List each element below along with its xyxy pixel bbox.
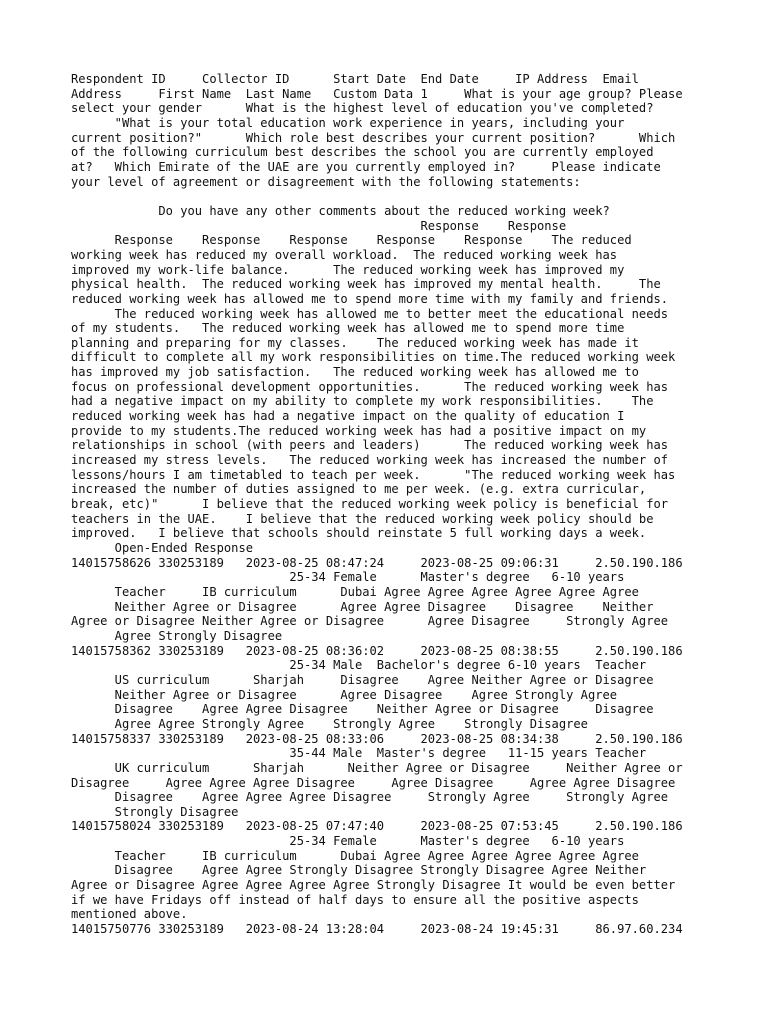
- doc-line: UK curriculum Sharjah Neither Agree or Disagree Neither Agree or: [71, 760, 683, 775]
- doc-line: 14015758337 330253189 2023-08-25 08:33:06 2023-08-25 08:34:38 2.50.190.186: [71, 731, 683, 746]
- doc-line: at? Which Emirate of the UAE are you currently employed in? Please indicate: [71, 159, 661, 174]
- doc-line: increased the number of duties assigned to me per week. (e.g. extra curricular,: [71, 482, 647, 497]
- doc-line: if we have Fridays off instead of half days to ensure all the positive aspects: [71, 892, 639, 907]
- doc-line: Response Response: [71, 218, 567, 233]
- doc-line: Disagree Agree Agree Strongly Disagree Strongly Disagree Agree Neither: [71, 863, 647, 878]
- doc-line: working week has reduced my overall workload. The reduced working week has: [71, 247, 618, 262]
- doc-line: improved. I believe that schools should reinstate 5 full working days a week.: [71, 526, 647, 541]
- doc-line: of the following curriculum best describes the school you are currently employed: [71, 145, 654, 160]
- doc-line-blank: [71, 189, 711, 204]
- doc-line: The reduced working week has allowed me to better meet the educational needs: [71, 306, 669, 321]
- doc-line: Disagree Agree Agree Disagree Neither Agree or Disagree Disagree: [71, 702, 654, 717]
- doc-line: Neither Agree or Disagree Agree Disagree Agree Strongly Agree: [71, 687, 618, 702]
- doc-line: Strongly Disagree: [71, 804, 239, 819]
- doc-line: relationships in school (with peers and leaders) The reduced working week has: [71, 438, 669, 453]
- doc-line: reduced working week has had a negative impact on the quality of education I: [71, 409, 625, 424]
- doc-line: Disagree Agree Agree Agree Disagree Strongly Agree Strongly Agree: [71, 790, 669, 805]
- doc-line: select your gender What is the highest level of education you've completed?: [71, 101, 654, 116]
- doc-line: your level of agreement or disagreement with the following statements:: [71, 174, 581, 189]
- survey-export-text: [71, 72, 711, 937]
- doc-line: 35-44 Male Master's degree 11-15 years Teacher: [71, 746, 647, 761]
- doc-line: Agree Agree Strongly Agree Strongly Agree Strongly Disagree: [71, 716, 588, 731]
- doc-line: Address First Name Last Name Custom Data 1 What is your age group? Please: [71, 86, 683, 101]
- doc-line: 25-34 Male Bachelor's degree 6-10 years Teacher: [71, 658, 647, 673]
- doc-line: increased my stress levels. The reduced working week has increased the number of: [71, 453, 669, 468]
- doc-line: 14015750776 330253189 2023-08-24 13:28:04 2023-08-24 19:45:31 86.97.60.234: [71, 922, 683, 937]
- doc-line: provide to my students.The reduced working week has had a positive impact on my: [71, 423, 647, 438]
- doc-line: Respondent ID Collector ID Start Date End Date IP Address Email: [71, 72, 639, 86]
- doc-line: has improved my job satisfaction. The reduced working week has allowed me to: [71, 365, 639, 380]
- doc-line: improved my work-life balance. The reduced working week has improved my: [71, 262, 625, 277]
- doc-line: Teacher IB curriculum Dubai Agree Agree Agree Agree Agree Agree: [71, 848, 639, 863]
- doc-line: had a negative impact on my ability to complete my work responsibilities. The: [71, 394, 654, 409]
- doc-line: Neither Agree or Disagree Agree Agree Disagree Disagree Neither: [71, 599, 654, 614]
- doc-line: difficult to complete all my work responsibilities on time.The reduced working week: [71, 350, 676, 365]
- doc-line: break, etc)" I believe that the reduced working week policy is beneficial for: [71, 497, 669, 512]
- doc-line: 14015758626 330253189 2023-08-25 08:47:24 2023-08-25 09:06:31 2.50.190.186: [71, 555, 683, 570]
- doc-line: Open-Ended Response: [71, 541, 254, 555]
- doc-line: Disagree Agree Agree Agree Disagree Agree Disagree Agree Agree Disagree: [71, 775, 676, 790]
- doc-line: Do you have any other comments about the reduced working week?: [71, 203, 610, 218]
- doc-line: lessons/hours I am timetabled to teach per week. "The reduced working week has: [71, 467, 676, 482]
- doc-line: 14015758362 330253189 2023-08-25 08:36:02 2023-08-25 08:38:55 2.50.190.186: [71, 643, 683, 658]
- doc-line: Teacher IB curriculum Dubai Agree Agree Agree Agree Agree Agree: [71, 584, 639, 599]
- doc-line: mentioned above.: [71, 907, 188, 922]
- doc-line: reduced working week has allowed me to spend more time with my family and friends.: [71, 291, 669, 306]
- doc-line: "What is your total education work experience in years, including your: [71, 115, 625, 130]
- doc-line: of my students. The reduced working week has allowed me to spend more time: [71, 321, 625, 336]
- doc-line: 14015758024 330253189 2023-08-25 07:47:40 2023-08-25 07:53:45 2.50.190.186: [71, 819, 683, 834]
- doc-line: teachers in the UAE. I believe that the reduced working week policy should be: [71, 511, 654, 526]
- doc-line: Agree or Disagree Agree Agree Agree Agree Strongly Disagree It would be even better: [71, 878, 676, 893]
- doc-line: current position?" Which role best describes your current position? Which: [71, 130, 676, 145]
- doc-line: planning and preparing for my classes. The reduced working week has made it: [71, 335, 639, 350]
- doc-line: 25-34 Female Master's degree 6-10 years: [71, 570, 625, 585]
- doc-line: focus on professional development opportunities. The reduced working week has: [71, 379, 669, 394]
- doc-line: physical health. The reduced working week has improved my mental health. The: [71, 277, 661, 292]
- doc-line: Agree or Disagree Neither Agree or Disagree Agree Disagree Strongly Agree: [71, 614, 669, 629]
- doc-line: Agree Strongly Disagree: [71, 628, 283, 643]
- doc-line: US curriculum Sharjah Disagree Agree Neither Agree or Disagree: [71, 672, 654, 687]
- doc-line: Response Response Response Response Response The reduced: [71, 233, 632, 248]
- doc-line: 25-34 Female Master's degree 6-10 years: [71, 834, 625, 849]
